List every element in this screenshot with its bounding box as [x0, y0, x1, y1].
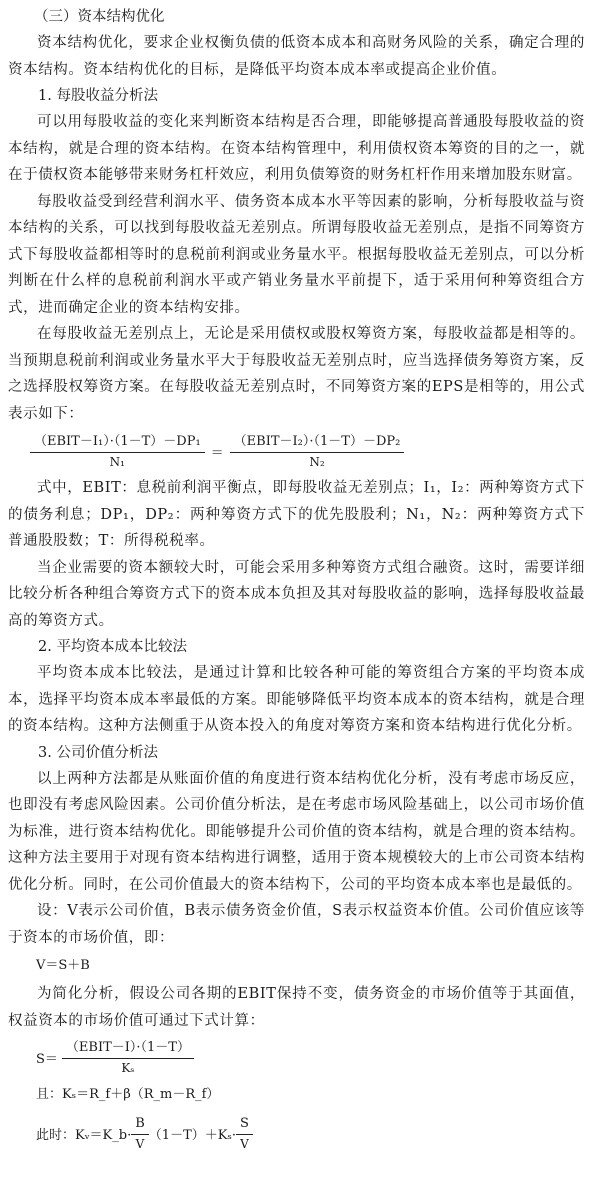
method1-paragraph-1: 可以用每股收益的变化来判断资本结构是否合理，即能够提高普通股每股收益的资本结构，就是合理的资本结构。在资本结构管理中，利用债权资本筹资的目的之一，就在于债权资本能够带来财务杠杆效应，利用负债筹资的财务杠杆作用来增加股东财富。	[8, 114, 585, 183]
wacc-fraction-equity	[236, 1114, 253, 1153]
equity-formula-denominator: Kₛ	[121, 1060, 135, 1075]
wacc-fraction-equity-num: S	[236, 1114, 253, 1135]
method1-paragraph-3: 在每股收益无差别点上，无论是采用债权或股权筹资方案，每股收益都是相等的。当预期息税前利润或业务量水平大于每股收益无差别点时，应当选择债务筹资方案，反之选择股权筹资方案。在每股收益无差别点时，不同筹资方案的EPS是相等的，用公式表示如下：	[8, 326, 585, 422]
wacc-formula-lhs: 此时：Kᵥ＝K_b·	[36, 1127, 132, 1143]
method3-paragraph-2: 设：V表示公司价值，B表示债务资金价值，S表示权益资本价值。公司价值应该等于资本的市场价值，即：	[8, 903, 585, 946]
method3-paragraph-1: 以上两种方法都是从账面价值的角度进行资本结构优化分析，没有考虑市场反应，也即没有考虑风险因素。公司价值分析法，是在考虑市场风险基础上，以公司市场价值为标准，进行资本结构优化。即能够提升公司价值的资本结构，就是合理的资本结构。这种方法主要用于对现有资本结构进行调整，适用于资本规模较大的上市公司资本结构优化分析。同时，在公司价值最大的资本结构下，公司的平均资本成本率也是最低的。	[8, 770, 585, 893]
method2-title: 2. 平均资本成本比较法	[38, 639, 187, 655]
method1-paragraph-5: 当企业需要的资本额较大时，可能会采用多种筹资方式组合融资。这时，需要详细比较分析各种组合筹资方式下的资本成本负担及其对每股收益的影响，选择每股收益最高的筹资方式。	[8, 559, 585, 629]
capm-formula: 且：Kₛ＝R_f＋β（R_m－R_f）	[36, 1087, 220, 1102]
formula-numerator-right: （EBIT－I₂）·（1－T）－DP₂	[230, 432, 405, 453]
method2-paragraph-1: 平均资本成本比较法，是通过计算和比较各种可能的筹资组合方案的平均资本成本，选择平均资本成本率最低的方案。即能够降低平均资本成本的资本结构，就是合理的资本结构。这种方法侧重于从资本投入的角度对筹资方案和资本结构进行优化分析。	[8, 665, 585, 734]
method1-title: 1. 每股收益分析法	[38, 88, 158, 104]
wacc-formula-mid: （1－T）＋Kₛ·	[148, 1127, 236, 1143]
formula-fraction-left	[30, 432, 205, 471]
wacc-fraction-debt	[131, 1114, 149, 1153]
formula-fraction-right	[230, 432, 405, 471]
equity-formula-fraction	[62, 1038, 194, 1077]
formula-numerator-left: （EBIT－I₁）·（1－T）－DP₁	[30, 432, 205, 453]
eps-indifference-formula	[8, 427, 585, 475]
method1-paragraph-4: 式中，EBIT：息税前利润平衡点，即每股收益无差别点；I₁，I₂：两种筹资方式下的债务利息；DP₁，DP₂：两种筹资方式下的优先股股利；N₁，N₂：两种筹资方式下普通股股数；T：所得税税率。	[8, 480, 585, 549]
intro-paragraph: 资本结构优化，要求企业权衡负债的低资本成本和高财务风险的关系，确定合理的资本结构。资本结构优化的目标，是降低平均资本成本率或提高企业价值。	[8, 35, 585, 78]
wacc-formula	[8, 1110, 585, 1156]
equity-value-formula	[8, 1034, 585, 1080]
equity-formula-lhs: S＝	[36, 1051, 58, 1067]
wacc-fraction-debt-den: V	[135, 1136, 145, 1151]
method3-paragraph-3: 为简化分析，假设公司各期的EBIT保持不变，债务资金的市场价值等于其面值，权益资本的市场价值可通过下式计算：	[8, 986, 585, 1029]
method1-paragraph-2: 每股收益受到经营利润水平、债务资本成本水平等因素的影响，分析每股收益与资本结构的关系，可以找到每股收益无差别点。所谓每股收益无差别点，是指不同筹资方式下每股收益都相等时的息税前利润或业务量水平。根据每股收益无差别点，可以分析判断在什么样的息税前利润水平或产销业务量水平前提下，适于采用何种筹资组合方式，进而确定企业的资本结构安排。	[8, 193, 585, 316]
wacc-fraction-debt-num: B	[131, 1114, 149, 1135]
method3-title: 3. 公司价值分析法	[38, 744, 158, 761]
equity-formula-numerator: （EBIT－I）·（1－T）	[62, 1038, 194, 1059]
formula-equals: ＝	[210, 445, 224, 461]
company-value-formula: V＝S＋B	[36, 958, 90, 973]
wacc-fraction-equity-den: V	[240, 1136, 249, 1151]
section-title: （三）资本结构优化	[34, 9, 165, 25]
formula-denominator-right: N₂	[309, 454, 325, 469]
formula-denominator-left: N₁	[109, 454, 125, 469]
